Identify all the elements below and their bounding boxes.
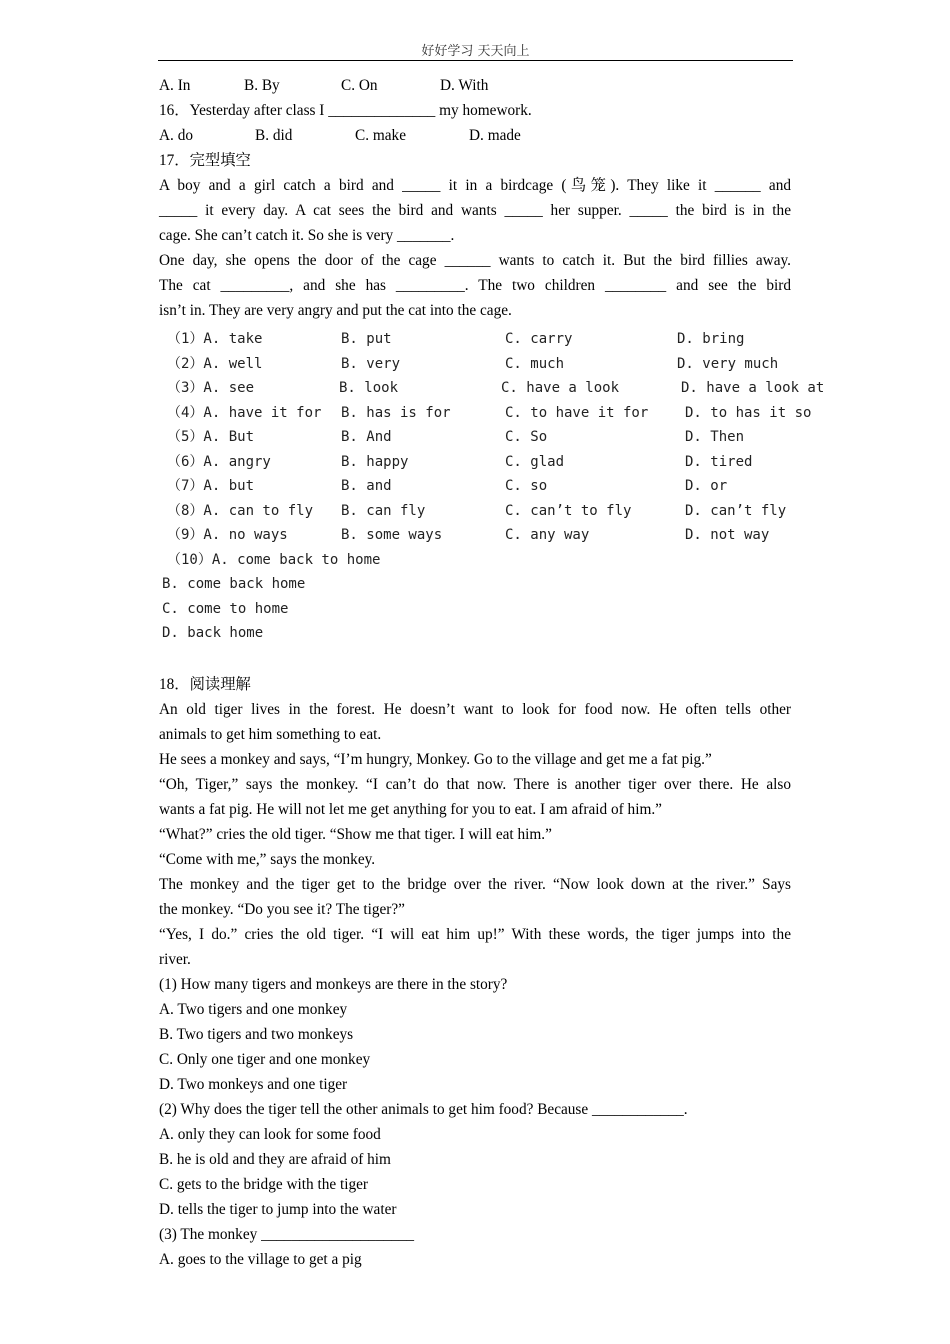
- q15-option-a: A. In: [159, 77, 191, 94]
- choice-d: D. back home: [162, 625, 264, 641]
- choice-d: D. bring: [677, 331, 745, 347]
- choice-d: D. can’t fly: [685, 502, 787, 519]
- q18-passage-line: “What?” cries the old tiger. “Show me that tiger. I will eat him.”: [159, 825, 552, 843]
- q18-q2-option-c: C. gets to the bridge with the tiger: [159, 1175, 369, 1193]
- choice-a: （1）A. take: [167, 331, 263, 347]
- q17-choice-10: [159, 621, 791, 646]
- choice-a: （8）A. can to fly: [167, 502, 314, 519]
- q17-passage-line: _____ it every day. A cat sees the bird and wants _____ her supper. _____ the bird is in the: [159, 202, 791, 219]
- choice-a: （3）A. see: [167, 380, 255, 396]
- document-body: [159, 73, 825, 1272]
- choice-d: D. Then: [685, 429, 745, 445]
- q18-q1-option-c: C. Only one tiger and one monkey: [159, 1050, 371, 1068]
- q17-choice-row: [159, 523, 791, 548]
- q17-passage-line: cage. She can’t catch it. So she is very _______.: [159, 227, 455, 244]
- q17-passage-line: isn’t in. They are very angry and put the cat into the cage.: [159, 302, 512, 319]
- q18-question-1: (1) How many tigers and monkeys are there in the story?: [159, 975, 508, 993]
- choice-b: B. happy: [341, 453, 409, 470]
- q17-choice-row: [159, 474, 791, 499]
- choice-d: D. tired: [685, 453, 753, 470]
- q17-passage-line: A boy and a girl catch a bird and _____ it in a birdcage (鸟笼). They like it ______ and: [159, 177, 791, 194]
- choice-a: （5）A. But: [167, 429, 255, 445]
- q18-passage-line: He sees a monkey and says, “I’m hungry, Monkey. Go to the village and get me a fat pig.”: [159, 750, 712, 768]
- q18-passage-line: “Oh, Tiger,” says the monkey. “I can’t do that now. There is another tiger over there. He also: [159, 775, 791, 793]
- q18-question-2: (2) Why does the tiger tell the other animals to get him food? Because ____________.: [159, 1100, 688, 1118]
- q18-question-3: (3) The monkey ____________________: [159, 1225, 415, 1243]
- choice-a: （7）A. but: [167, 478, 255, 494]
- q18-passage-line: river.: [159, 950, 191, 968]
- q18-q1-option-a: A. Two tigers and one monkey: [159, 1000, 348, 1018]
- q17-choices: [159, 327, 825, 646]
- choice-c: C. glad: [505, 453, 565, 470]
- q17-choice-10: [159, 548, 791, 573]
- choice-c: C. any way: [505, 527, 590, 543]
- q15-options: [159, 73, 791, 98]
- choice-c: C. carry: [505, 331, 573, 347]
- q18-passage-line: The monkey and the tiger get to the bridge over the river. “Now look down at the river.” Says: [159, 875, 791, 893]
- q18-passage-line: An old tiger lives in the forest. He doesn’t want to look for food now. He often tells other: [159, 700, 791, 718]
- q16-option-b: B. did: [255, 127, 293, 144]
- choice-b: B. very: [341, 355, 401, 372]
- choice-d: D. have a look at: [681, 380, 825, 396]
- q18-passage-line: the monkey. “Do you see it? The tiger?”: [159, 900, 405, 918]
- q17-choice-row: [159, 425, 791, 450]
- page-header: 好好学习 天天向上: [421, 44, 530, 59]
- q17-choice-row: [159, 376, 825, 401]
- choice-b: B. has is for: [341, 404, 451, 421]
- choice-b: B. look: [339, 380, 399, 396]
- choice-a: （6）A. angry: [167, 453, 271, 470]
- q16-options: [159, 123, 791, 148]
- q17-passage-line: One day, she opens the door of the cage ______ wants to catch it. But the bird fillies away.: [159, 252, 791, 269]
- q18-q1-option-b: B. Two tigers and two monkeys: [159, 1025, 354, 1043]
- choice-d: D. to has it so: [685, 404, 812, 421]
- choice-c: C. come to home: [162, 600, 289, 617]
- choice-d: D. or: [685, 478, 728, 494]
- q18-passage-line: wants a fat pig. He will not let me get anything for you to eat. I am afraid of him.”: [159, 800, 662, 818]
- choice-c: C. so: [505, 478, 548, 494]
- choice-b: B. can fly: [341, 502, 426, 519]
- choice-c: C. So: [505, 429, 548, 445]
- q17-choice-row: [159, 499, 791, 524]
- choice-a: （10）A. come back to home: [167, 551, 381, 568]
- q17-passage-line: The cat _________, and she has _________. The two children ________ and see the bird: [159, 277, 791, 294]
- q18-passage-line: “Yes, I do.” cries the old tiger. “I will eat him up!” With these words, the tiger jumps into the: [159, 925, 791, 943]
- choice-c: C. much: [505, 355, 565, 372]
- q17-choice-10: [159, 597, 791, 622]
- q17-choice-row: [159, 401, 812, 426]
- q18-q2-option-a: A. only they can look for some food: [159, 1125, 381, 1143]
- header-rule: [158, 60, 793, 61]
- choice-b: B. some ways: [341, 527, 443, 543]
- q16-stem: 16．Yesterday after class I ______________ my homework.: [159, 102, 532, 119]
- q17-choice-10: [159, 572, 791, 597]
- q15-option-d: D. With: [440, 77, 489, 94]
- choice-d: D. very much: [677, 355, 779, 372]
- choice-a: （2）A. well: [167, 355, 263, 372]
- q15-option-b: B. By: [244, 77, 280, 94]
- q18-passage-line: “Come with me,” says the monkey.: [159, 850, 376, 868]
- q18-q3-option-a: A. goes to the village to get a pig: [159, 1250, 362, 1268]
- q17-choice-row: [159, 352, 791, 377]
- q18-q2-option-d: D. tells the tiger to jump into the water: [159, 1200, 397, 1218]
- choice-b: B. put: [341, 331, 392, 347]
- q16-option-a: A. do: [159, 127, 193, 144]
- choice-c: C. can’t to fly: [505, 502, 632, 519]
- q18-q2-option-b: B. he is old and they are afraid of him: [159, 1150, 391, 1168]
- q18-title: 18．阅读理解: [159, 675, 251, 693]
- choice-d: D. not way: [685, 527, 770, 543]
- choice-b: B. come back home: [162, 576, 306, 592]
- q16-option-c: C. make: [355, 127, 406, 144]
- choice-c: C. have a look: [501, 380, 620, 396]
- section-gap: [159, 646, 791, 672]
- q15-option-c: C. On: [341, 77, 378, 94]
- q16-option-d: D. made: [469, 127, 521, 144]
- choice-b: B. and: [341, 478, 392, 494]
- choice-a: （4）A. have it for: [167, 404, 322, 421]
- choice-a: （9）A. no ways: [167, 527, 288, 543]
- q17-choice-row: [159, 327, 791, 352]
- choice-b: B. And: [341, 429, 392, 445]
- q18-passage-line: animals to get him something to eat.: [159, 725, 382, 743]
- q17-title: 17．完型填空: [159, 152, 251, 169]
- choice-c: C. to have it for: [505, 404, 649, 421]
- q18-q1-option-d: D. Two monkeys and one tiger: [159, 1075, 348, 1093]
- q17-choice-row: [159, 450, 791, 475]
